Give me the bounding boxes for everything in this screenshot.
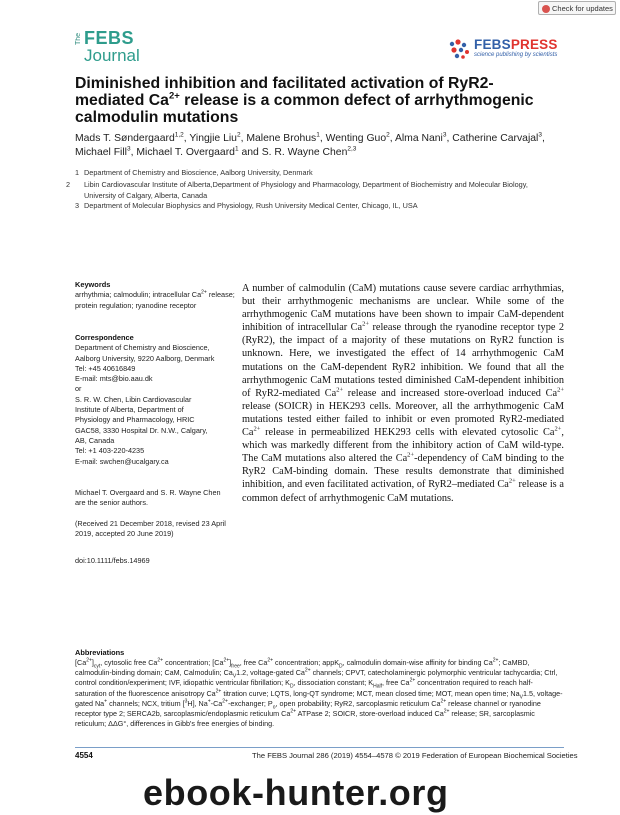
abbreviations-run: o bbox=[272, 704, 276, 711]
author-name: Catherine Carvajal bbox=[452, 133, 539, 144]
abbreviations-text bbox=[75, 658, 564, 729]
febs-press-logo bbox=[448, 37, 568, 63]
author-separator: , bbox=[446, 133, 453, 144]
author-name: Wenting Guo bbox=[325, 133, 387, 144]
abstract-run: -dependency of CaM binding to the RyR2 CaM-binding domain. These results demonstrate that diminished inhibition, and even facilitated activation, of RyR2–mediated Ca bbox=[242, 453, 564, 491]
abbreviations-run: 2+ bbox=[267, 657, 274, 664]
logo-febs-text: FEBS bbox=[84, 28, 135, 48]
abbreviations-run: , dissociation constant; K bbox=[293, 678, 374, 688]
correspondence-block bbox=[75, 333, 235, 467]
author-name: Michael T. Overgaard bbox=[136, 146, 235, 158]
abbreviations-run: cyt bbox=[93, 663, 101, 670]
logo-the-text: The bbox=[75, 32, 82, 45]
correspondence-email[interactable]: E-mail: swchen@ucalgary.ca bbox=[75, 456, 169, 466]
author-name: Mads T. Søndergaard bbox=[75, 133, 175, 144]
correspondence-line: Tel: +45 40616849 bbox=[75, 363, 136, 373]
abbreviations-run: ; CaMBD, calmodulin-binding domain; CaM, Calmodulin; Ca bbox=[75, 658, 530, 678]
author-name: Yingjie Liu bbox=[189, 133, 237, 144]
abbreviations-run: ] bbox=[229, 658, 232, 667]
author-affiliation-mark: 1,2 bbox=[174, 131, 184, 139]
author-separator: and bbox=[238, 146, 262, 158]
abbreviations-run: -exchanger; P bbox=[227, 698, 273, 708]
keywords-block bbox=[75, 280, 235, 311]
abbreviations-run: 3 bbox=[184, 698, 188, 705]
abstract-run: 2+ bbox=[557, 386, 564, 394]
received-dates: (Received 21 December 2018, revised 23 April 2019, accepted 20 June 2019) bbox=[75, 519, 226, 539]
correspondence-line: GAC58, 3330 Hospital Dr. N.W., Calgary, bbox=[75, 425, 208, 435]
abstract-run: 2+ bbox=[554, 425, 562, 433]
abbreviations-run: [Ca bbox=[75, 658, 87, 667]
abstract-run: release in permeabilized HEK293 cells with elevated cytosolic Ca bbox=[260, 427, 555, 439]
check-for-updates-label: Check for updates bbox=[552, 4, 613, 13]
abbreviations-run: channels; CPVT, catecholaminergic polymorphic ventricular tachycardia; Ctrl, control condition/experiment; IVF, idiopathic ventricular fibrillation; K bbox=[75, 668, 558, 688]
author-name: S. R. Wayne Chen bbox=[261, 146, 348, 158]
abbreviations-run: 2+ bbox=[157, 657, 164, 664]
crossmark-icon bbox=[542, 5, 550, 13]
press-tagline: science publishing by scientists bbox=[474, 52, 558, 58]
abstract-run: release and increased store-overload induced Ca bbox=[343, 387, 558, 399]
doi-link[interactable]: doi:10.1111/febs.14969 bbox=[75, 556, 150, 565]
abbreviations-run: 2+ bbox=[440, 698, 447, 705]
keywords-text: arrhythmia; calmodulin; intracellular $Ca^{2+}$ release; protein regulation; ryanodine receptor bbox=[75, 289, 235, 310]
abbreviations-run: , calmodulin domain-wise affinity for binding Ca bbox=[342, 658, 493, 667]
abbreviations-run: channels; NCX, tritium [ bbox=[107, 698, 185, 708]
author-separator: , bbox=[319, 133, 326, 144]
correspondence-line: AB, Canada bbox=[75, 435, 115, 445]
page-number: 4554 bbox=[75, 751, 93, 760]
abbreviations-run: 1.2, voltage-gated Ca bbox=[236, 668, 305, 678]
abstract-run: A number of calmodulin (CaM) mutations cause severe cardiac arrhythmias, but their arrhythmogenic mechanisms are unclear. While some of the arrhythmogenic CaM mutations have been shown to impair CaM-dependent inhibition of intracellular Ca bbox=[242, 283, 564, 334]
author-affiliation-mark: 2 bbox=[236, 131, 241, 139]
abbreviations-run: -Ca bbox=[210, 698, 223, 708]
senior-authors-note: Michael T. Overgaard and S. R. Wayne Chen are the senior authors. bbox=[75, 488, 221, 508]
abstract-run: 2+ bbox=[253, 425, 261, 433]
abbreviations-run: D bbox=[289, 683, 294, 690]
abstract-run: 2+ bbox=[508, 477, 516, 485]
abbreviations-run: concentration required to reach half-saturation of the fluorescence anisotropy Ca bbox=[75, 678, 533, 698]
abbreviations-run: free bbox=[231, 663, 240, 670]
correspondence-line: or bbox=[75, 384, 82, 394]
author-affiliation-mark: 3 bbox=[126, 145, 131, 153]
abbreviations-run: 2+ bbox=[223, 657, 230, 664]
author-affiliation-mark: 2,3 bbox=[347, 145, 357, 153]
abbreviations-run: , open probability; RyR2, sarcoplasmic reticulum Ca bbox=[275, 698, 441, 708]
watermark-text: ebook-hunter.org bbox=[143, 772, 449, 813]
abbreviations-run: + bbox=[104, 698, 108, 705]
author-affiliation-mark: 2 bbox=[386, 131, 390, 139]
affiliation-2: 2 Libin Cardiovascular Institute of Alberta,Department of Physiology and Pharmacology, Department of Biochemistry and Molecular Biology, University of Calgary, Alberta, Canada bbox=[66, 180, 528, 200]
author-name: Malene Brohus bbox=[246, 133, 317, 144]
abbreviations-run: 1.5, voltage-gated Na bbox=[75, 688, 563, 708]
author-separator: , bbox=[240, 133, 247, 144]
abstract-run: release through the ryanodine receptor type 2 (RyR2), the impact of a majority of these mutations on RyR2 function is unknown. Here, we investigated the effect of 14 arrhythmogenic CaM mutations on the CaM-dependent RyR2 inhibition. We found that all the arrhythmogenic CaM mutations tested diminished CaM-dependent inhibition of RyR2-mediated Ca bbox=[242, 322, 564, 399]
abbreviations-run: , free Ca bbox=[239, 658, 268, 667]
abbreviations-run: V bbox=[519, 694, 523, 701]
abbreviations-run: + bbox=[207, 698, 211, 705]
abbreviations-run: D bbox=[339, 663, 343, 670]
abstract-run: , which was markedly different from the inhibitory action of CaM wild-type. The CaM mutations also altered the Ca bbox=[242, 427, 564, 465]
correspondence-line: Tel: +1 403-220-4235 bbox=[75, 446, 145, 456]
journal-citation: The FEBS Journal 286 (2019) 4554–4578 © 2019 Federation of European Biochemical Societies bbox=[252, 751, 578, 760]
abbreviations-run: 2+ bbox=[304, 667, 311, 674]
abstract-run: 2+ bbox=[336, 386, 344, 394]
author-name: Michael Fill bbox=[75, 146, 127, 158]
article-title: Diminished inhibition and facilitated activation of RyR2-mediated $Ca^{2+}$ release is a common defect of arrhythmogenic calmodulin mutations bbox=[75, 75, 534, 126]
abbreviations-run: , free Ca bbox=[381, 678, 410, 688]
author-list bbox=[75, 132, 565, 159]
correspondence-line: S. R. W. Chen, Libin Cardiovascular bbox=[75, 394, 192, 404]
author-separator: , bbox=[541, 133, 545, 144]
author-separator: , bbox=[389, 133, 395, 144]
logo-journal-text: Journal bbox=[84, 46, 140, 65]
press-name: FEBSPRESS bbox=[474, 37, 558, 52]
febs-press-mark-icon bbox=[448, 38, 470, 60]
abbreviations-run: , cytosolic free Ca bbox=[100, 658, 158, 667]
author-separator: , bbox=[183, 133, 190, 144]
abstract-run: release (SOICR) in HEK293 cells. Moreover, all the arrhythmogenic CaM mutations tested either failed to inhibit or even promoted RyR2-mediated Ca bbox=[242, 400, 564, 439]
author-affiliation-mark: 3 bbox=[538, 131, 542, 139]
abbreviations-run: 2+ bbox=[443, 708, 450, 715]
correspondence-line: Aalborg University, 9220 Aalborg, Denmark bbox=[75, 353, 215, 363]
abbreviations-run: concentration; appK bbox=[273, 658, 339, 667]
abbreviations-run: titration curve; LQTS, long-QT syndrome; MCT, mean closed time; MOT, mean open time; Na bbox=[221, 688, 520, 698]
abbreviations-run: release channel or ryanodine receptor type 2; SERCA2b, sarcoplasmic/endoplasmic reticulum Ca bbox=[75, 698, 541, 719]
abstract-run: 2+ bbox=[407, 451, 415, 459]
footer-divider bbox=[75, 747, 564, 748]
abbreviations-heading: Abbreviations bbox=[75, 648, 125, 657]
affiliation-3: 3 Department of Molecular Biophysics and Physiology, Rush University Medical Center, Chicago, IL, USA bbox=[75, 201, 418, 210]
abbreviations-run: Half bbox=[373, 683, 382, 690]
abstract-text bbox=[242, 282, 564, 505]
check-for-updates-button[interactable] bbox=[538, 1, 616, 15]
abbreviations-run: release; SR, sarcoplasmic reticulum; ΔΔG°, differences in Gibb's free energies of binding. bbox=[75, 709, 535, 729]
abstract-run: 2+ bbox=[362, 320, 370, 328]
abbreviations-run: 2+ bbox=[492, 657, 499, 664]
correspondence-line: Department of Chemistry and Bioscience, bbox=[75, 343, 210, 353]
author-separator: , bbox=[130, 146, 137, 158]
abbreviations-run: 2+ bbox=[86, 657, 92, 664]
febs-journal-logo bbox=[75, 28, 155, 73]
abbreviations-run: 2+ bbox=[409, 678, 416, 685]
abbreviations-run: 2+ bbox=[222, 698, 228, 705]
correspondence-email[interactable]: E-mail: mts@bio.aau.dk bbox=[75, 374, 153, 384]
abbreviations-run: 2+ bbox=[290, 708, 297, 715]
abstract-run: release is a common defect of arrhythmogenic CaM mutations. bbox=[242, 479, 564, 504]
author-affiliation-mark: 3 bbox=[442, 131, 447, 139]
abbreviations-run: ] bbox=[91, 658, 94, 667]
abbreviations-run: H], Na bbox=[187, 698, 208, 708]
abbreviations-run: concentration; [Ca bbox=[163, 658, 224, 667]
keywords-heading: Keywords bbox=[75, 280, 111, 289]
correspondence-line: Institute of Alberta, Department of bbox=[75, 405, 184, 415]
abbreviations-run: 2+ bbox=[215, 688, 222, 695]
abbreviations-run: ATPase 2; SOICR, store-overload induced Ca bbox=[296, 709, 444, 719]
correspondence-heading: Correspondence bbox=[75, 333, 134, 342]
abbreviations-run: V bbox=[232, 673, 237, 680]
author-affiliation-mark: 1 bbox=[316, 131, 320, 139]
affiliation-1: 1 Department of Chemistry and Bioscience, Aalborg University, Denmark bbox=[75, 168, 313, 177]
author-name: Alma Nani bbox=[394, 133, 443, 144]
correspondence-line: Physiology and Pharmacology, HRIC bbox=[75, 415, 195, 425]
author-affiliation-mark: 1 bbox=[234, 145, 239, 153]
